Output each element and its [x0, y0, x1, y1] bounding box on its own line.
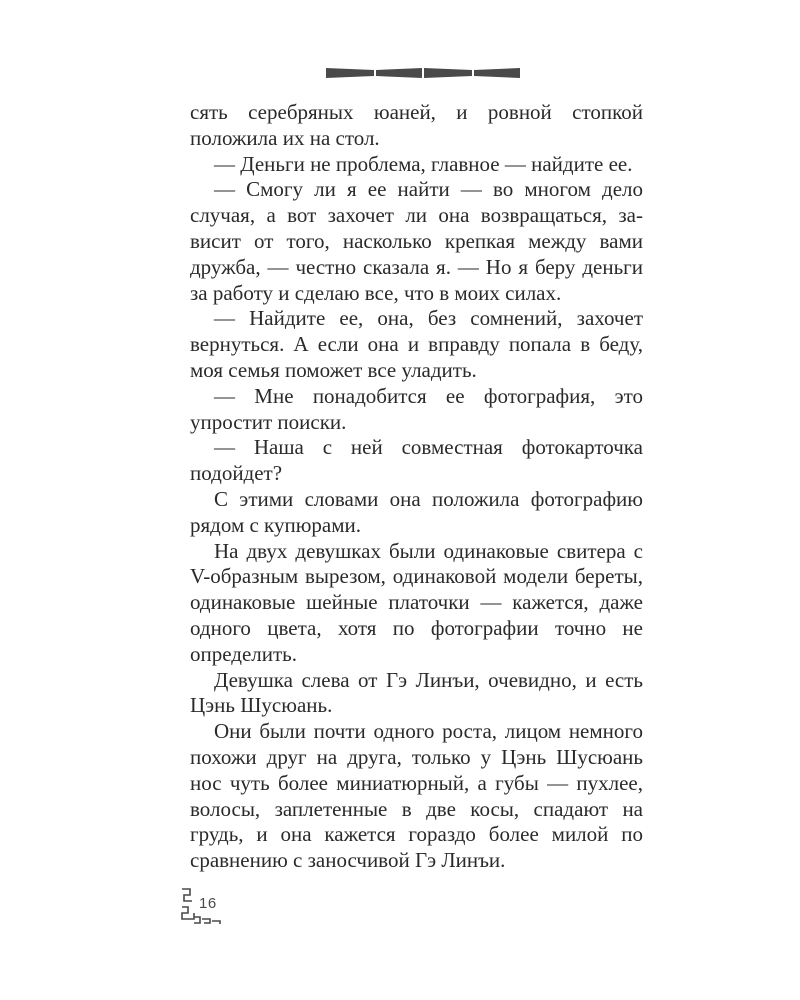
paragraph: С этими словами она положила фотографию рядом с купюрами. [190, 486, 643, 537]
paragraph: — Деньги не проблема, главное — найдите ее. [214, 151, 633, 176]
paragraph: — Смогу ли я ее найти — во многом дело случая, а вот захочет ли она возвращаться, зависит от того, насколько крепкая между вами дружба, — честно сказала я. — Но я беру деньги за работу и сделаю все, что в моих силах. [190, 177, 643, 305]
paragraph: Они были почти одного роста, лицом немного похожи друг на друга, только у Цэнь Шусюань нос чуть более миниатюрный, а губы — пухлее, волосы, заплетенные в две косы, спадают на грудь, и она кажется гораздо более милой по сравнению с заносчивой Гэ Линъи. [190, 719, 643, 873]
page-text [190, 100, 643, 874]
paragraph: На двух девушках были одинаковые свитера с V-образным вырезом, одинаковой модели береты, одинаковые шейные платочки — кажется, даже одного цвета, хотя по фотографии точно не определить. [190, 538, 643, 666]
paragraph: — Найдите ее, она, без сомнений, захочет вернуться. А если она и вправду попала в беду, моя семья поможет все уладить. [190, 306, 643, 382]
paragraph: сять серебряных юаней, и ровной стопкой положила их на стол. [190, 100, 643, 150]
page-number: 16 [199, 895, 217, 912]
header-ornament [326, 66, 520, 80]
paragraph: — Наша с ней совместная фотокарточка подойдет? [190, 435, 643, 486]
paragraph: Девушка слева от Гэ Линъи, очевидно, и есть Цэнь Шусюань. [190, 667, 643, 718]
paragraph: — Мне понадобится ее фотография, это упростит поиски. [190, 383, 643, 434]
